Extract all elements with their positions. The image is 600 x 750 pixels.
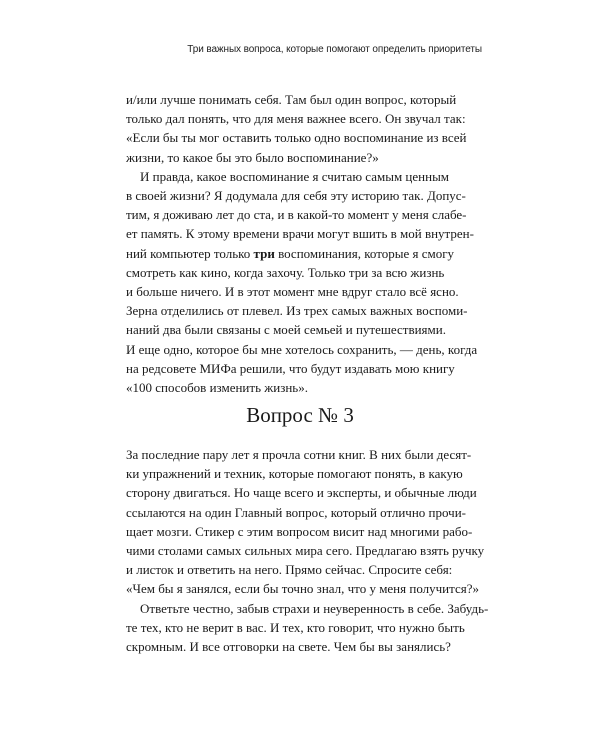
text-line: «100 способов изменить жизнь». — [126, 380, 308, 396]
text-line: в своей жизни? Я додумала для себя эту историю так. Допус- — [126, 188, 466, 204]
text-line: наний два были связаны с моей семьей и путешествиями. — [126, 322, 446, 338]
text-line: сторону двигаться. Но чаще всего и эксперты, и обычные люди — [126, 485, 477, 501]
body-text-section-2 — [126, 445, 489, 656]
text-line: и листок и ответить на него. Прямо сейчас. Спросите себя: — [126, 562, 453, 578]
text-line: скромным. И все отговорки на свете. Чем бы вы занялись? — [126, 639, 451, 655]
text-line: жизни, то какое бы это было воспоминание?» — [126, 149, 379, 165]
paragraph — [126, 599, 489, 657]
text-line: и больше ничего. И в этот момент мне вдруг стало всё ясно. — [126, 284, 459, 300]
body-text-section-1 — [126, 90, 482, 397]
text-line: и/или лучше понимать себя. Там был один вопрос, который — [126, 92, 457, 107]
text-line: «Если бы ты мог оставить только одно воспоминание из всей — [126, 130, 467, 146]
text-line: на редсовете МИФа решили, что будут издавать мою книгу — [126, 360, 455, 376]
text-line: ки упражнений и техник, которые помогают понять, в какую — [126, 466, 463, 482]
paragraph — [126, 445, 485, 599]
text-line: смотреть как кино, когда захочу. Только три за всю жизнь — [126, 264, 445, 280]
running-head: Три важных вопроса, которые помогают определить приоритеты — [187, 44, 482, 55]
text-line: щает мозги. Стикер с этим вопросом висит над многими рабо- — [126, 523, 473, 539]
text-line: За последние пару лет я прочла сотни книг. В них были десят- — [126, 447, 472, 462]
text-line: тим, я доживаю лет до ста, и в какой-то момент у меня слабе- — [126, 207, 467, 223]
text-line: И еще одно, которое бы мне хотелось сохранить, — день, когда — [126, 341, 478, 357]
text-line: чими столами самых сильных мира сего. Предлагаю взять ручку — [126, 543, 485, 559]
text-line: «Чем бы я занялся, если бы точно знал, что у меня получится?» — [126, 581, 479, 597]
emphasis-word: три — [253, 245, 275, 261]
text-line: те тех, кто не верит в вас. И тех, кто говорит, что нужно быть — [126, 619, 465, 635]
text-line: ссылаются на один Главный вопрос, который отлично прочи- — [126, 504, 466, 520]
text-line: Зерна отделились от плевел. Из трех самых важных воспоми- — [126, 303, 468, 319]
text-line: ний компьютер только три воспоминания, которые я смогу — [126, 245, 455, 261]
text-line: только дал понять, что для меня важнее всего. Он звучал так: — [126, 111, 466, 127]
text-line: Ответьте честно, забыв страхи и неуверенность в себе. Забудь- — [140, 600, 489, 616]
text-line: ет память. К этому времени врачи могут вшить в мой внутрен- — [126, 226, 474, 242]
paragraph — [126, 167, 482, 397]
text-line: И правда, какое воспоминание я считаю самым ценным — [140, 168, 450, 184]
paragraph — [126, 90, 482, 167]
section-heading: Вопрос № 3 — [246, 403, 354, 427]
